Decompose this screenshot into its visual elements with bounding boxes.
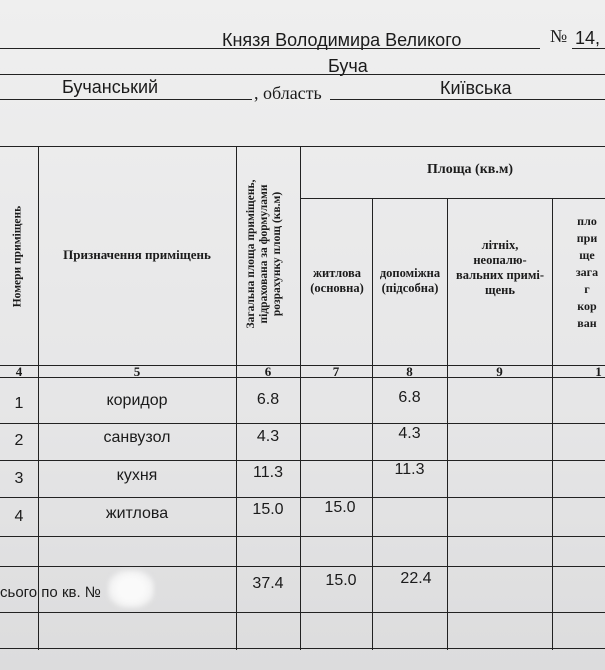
row3-total: 11.3 <box>253 464 283 481</box>
colnum-8: 8 <box>406 364 413 379</box>
oblast-value: Київська <box>440 78 512 98</box>
colnum-4: 4 <box>15 364 23 379</box>
row4-purpose: житлова <box>105 505 169 522</box>
header-summer: літніх, неопалю-вальних примі-щень <box>455 238 545 297</box>
row2-aux: 4.3 <box>398 425 421 442</box>
grid-h-r2 <box>0 460 605 461</box>
header-area-group: Площа (кв.м) <box>426 162 514 177</box>
row1-aux: 6.8 <box>398 389 421 406</box>
row3-num: 3 <box>14 470 24 487</box>
grid-h-area <box>300 198 605 199</box>
total-label: сього по кв. № <box>0 584 101 601</box>
header-total-area: Загальна площа приміщень, підрахована за формулами розрахунку площ (кв.м) <box>245 179 283 329</box>
total-aux: 22.4 <box>400 570 432 587</box>
grid-v6 <box>552 198 553 650</box>
row2-total: 4.3 <box>256 428 280 445</box>
street-value: Князя Володимира Великого <box>222 30 462 50</box>
total-area: 37.4 <box>252 575 284 592</box>
city-value: Буча <box>328 56 368 76</box>
row1-total: 6.8 <box>256 391 280 408</box>
city-underline <box>0 74 605 75</box>
grid-h-r4 <box>0 536 605 537</box>
number-value: 14, <box>575 28 601 48</box>
header-living: житлова (основна) <box>310 266 364 295</box>
colnum-5: 5 <box>133 364 141 379</box>
colnum-6: 6 <box>264 364 272 379</box>
grid-h-bottom <box>0 648 605 649</box>
district-underline <box>0 99 252 100</box>
header-col10: пло при ще зага г кор ван <box>575 214 599 330</box>
header-room-numbers: Номери приміщень <box>11 205 24 308</box>
oblast-underline <box>330 99 605 100</box>
colnum-7: 7 <box>332 364 340 379</box>
district-value: Бучанський <box>62 77 159 97</box>
row4-num: 4 <box>14 508 24 525</box>
grid-h-r1 <box>0 423 605 424</box>
row2-num: 2 <box>14 432 24 449</box>
row1-num: 1 <box>14 395 24 412</box>
number-label: № <box>550 26 568 46</box>
grid-h-r3 <box>0 497 605 498</box>
grid-h-top <box>0 146 605 147</box>
header-auxiliary: допоміжна (підсобна) <box>379 266 441 295</box>
colnum-10: 1 <box>595 364 602 379</box>
total-living: 15.0 <box>325 572 357 589</box>
header-purpose: Призначення приміщень <box>63 247 211 262</box>
row2-purpose: санвузол <box>103 429 171 446</box>
street-underline <box>0 48 540 49</box>
grid-h-total <box>0 612 605 613</box>
row1-purpose: коридор <box>106 392 168 409</box>
row4-total: 15.0 <box>252 501 284 518</box>
grid-h-r5 <box>0 566 605 567</box>
row4-living: 15.0 <box>324 499 356 516</box>
colnum-9: 9 <box>496 364 503 379</box>
oblast-label: , область <box>254 83 322 103</box>
row3-aux: 11.3 <box>394 461 425 478</box>
row3-purpose: кухня <box>116 467 158 484</box>
number-underline <box>572 48 605 49</box>
redaction-blur <box>108 570 154 608</box>
